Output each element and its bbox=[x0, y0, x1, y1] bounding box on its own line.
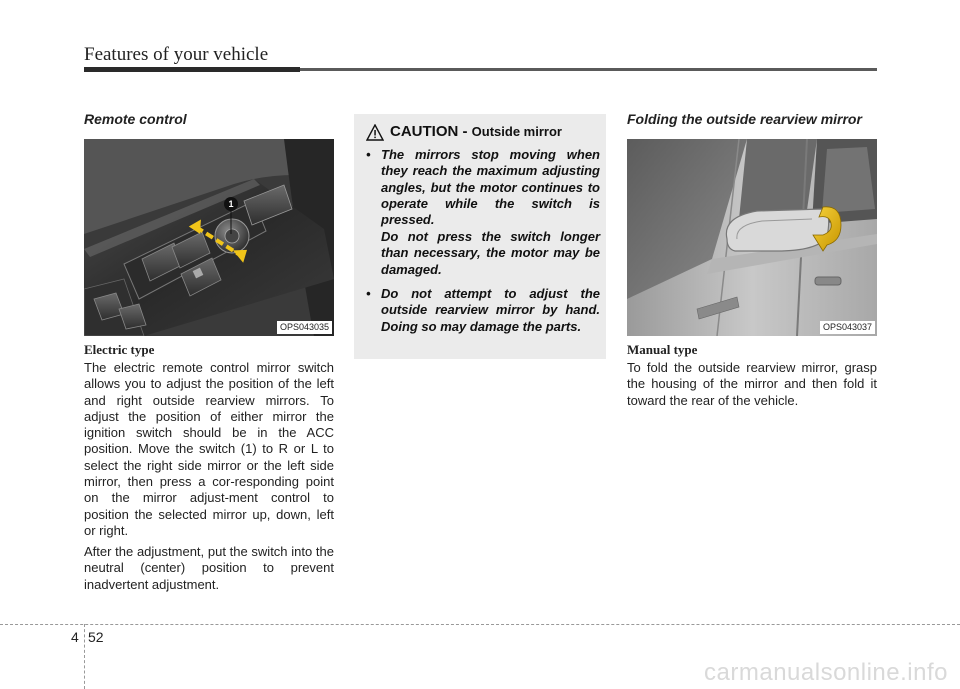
remote-control-heading: Remote control bbox=[84, 111, 187, 127]
electric-type-paragraph: The electric remote control mirror switch allows you to adjust the position of the left and right outside rearview mirrors. To adjust the position of either mirror the ignition switch should be in the ACC position. Move the switch (1) to R or L to select the right side mirror or the left side mirror, then press a cor-responding point on the mirror adjust-ment control to position the selected mirror up, down, left or right. bbox=[84, 360, 334, 538]
caution-bullet-1: • The mirrors stop moving when they reach the maximum adjusting angles, but the motor continues to operate while the switch is pressed. bbox=[366, 147, 600, 228]
caution-box bbox=[354, 114, 606, 359]
manual-type-subhead: Manual type bbox=[627, 342, 698, 357]
manual-type-paragraph: To fold the outside rearview mirror, grasp the housing of the mirror and then fold it toward the rear of the vehicle. bbox=[627, 360, 877, 408]
switch-callout-number: 1 bbox=[228, 199, 234, 209]
page-number: 52 bbox=[88, 629, 104, 645]
electric-type-subhead: Electric type bbox=[84, 342, 155, 357]
adjustment-paragraph: After the adjustment, put the switch into the neutral (center) position to prevent inadvertent adjustment. bbox=[84, 544, 334, 592]
caution-bullet-2: • Do not attempt to adjust the outside rearview mirror by hand. Doing so may damage the parts. bbox=[366, 286, 600, 334]
figure-code-left: OPS043035 bbox=[277, 321, 332, 334]
caution-bullet-1-followup: Do not press the switch longer than necessary, the motor may be damaged. bbox=[381, 229, 600, 277]
folding-mirror-heading: Folding the outside rearview mirror bbox=[627, 111, 862, 127]
folding-mirror-illustration bbox=[627, 139, 877, 336]
caution-title: CAUTION - Outside mirror bbox=[390, 123, 562, 140]
footer-divider bbox=[84, 624, 85, 689]
header-rule bbox=[84, 67, 877, 72]
figure-code-right: OPS043037 bbox=[820, 321, 875, 334]
chapter-number: 4 bbox=[71, 629, 79, 645]
page-header-title: Features of your vehicle bbox=[84, 44, 269, 65]
mirror-switch-figure bbox=[84, 139, 334, 336]
warning-triangle-icon bbox=[366, 124, 384, 141]
footer-rule bbox=[0, 624, 960, 625]
folding-mirror-figure bbox=[627, 139, 877, 336]
mirror-switch-illustration bbox=[84, 139, 334, 336]
watermark: carmanualsonline.info bbox=[704, 659, 948, 686]
